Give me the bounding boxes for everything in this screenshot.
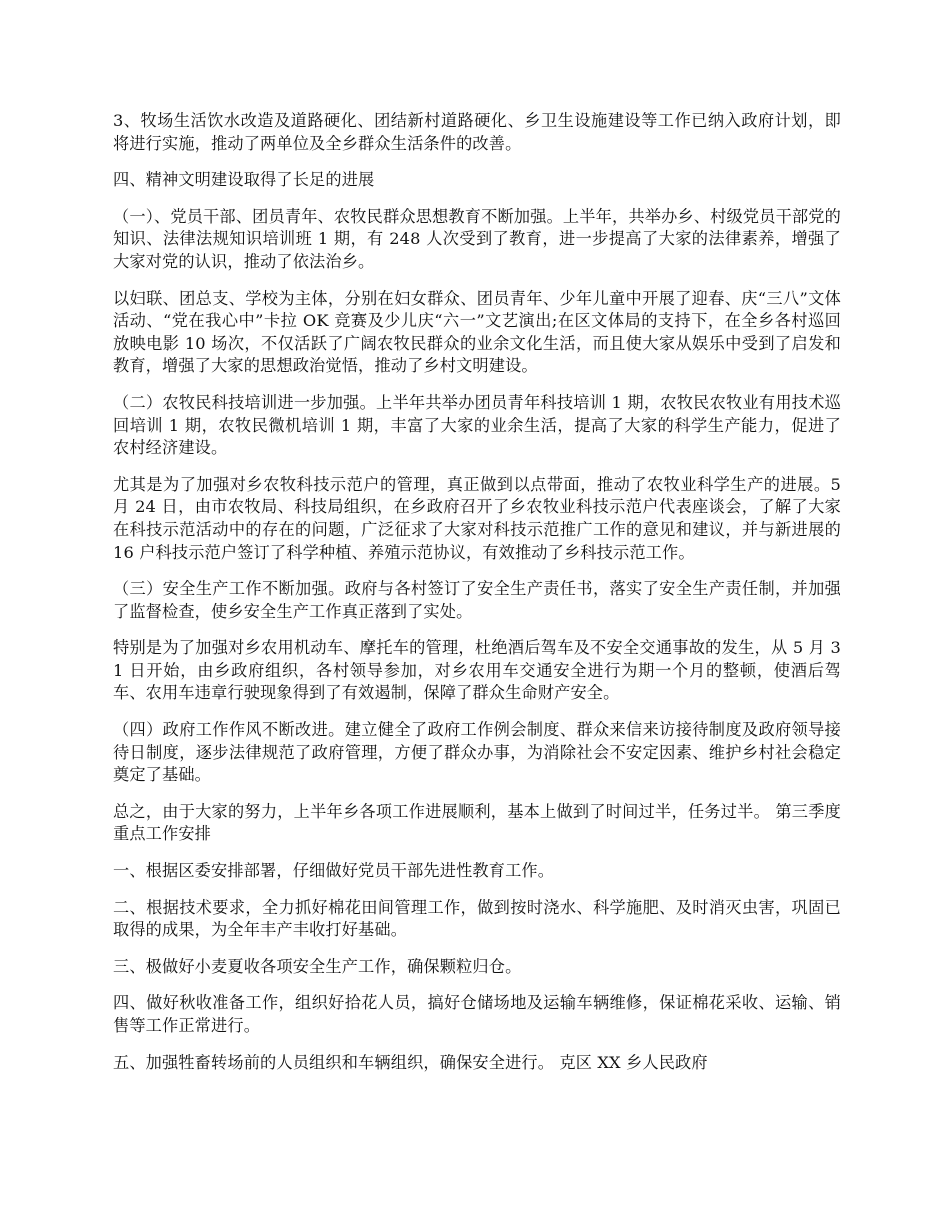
paragraph-traffic-safety: 特别是为了加强对乡农用机动车、摩托车的管理，杜绝酒后驾车及不安全交通事故的发生，从 5 月 31 日开始，由乡政府组织，各村领导参加，对乡农用车交通安全进行为期一个月的整顿，使酒后驾车、农用车违章行驶现象得到了有效遏制，保障了群众生命财产安全。 [113, 638, 841, 703]
paragraph-water-road-projects: 3、牧场生活饮水改造及道路硬化、团结新村道路硬化、乡卫生设施建设等工作已纳入政府计划，即将进行实施，推动了两单位及全乡群众生活条件的改善。 [113, 111, 841, 153]
list-item-autumn-harvest: 四、做好秋收准备工作，组织好拾花人员，搞好仓储场地及运输车辆维修，保证棉花采收、运输、销售等工作正常进行。 [113, 993, 841, 1035]
list-item-wheat-harvest: 三、极做好小麦夏收各项安全生产工作，确保颗粒归仓。 [113, 956, 522, 976]
paragraph-tech-training: （二）农牧民科技培训进一步加强。上半年共举办团员青年科技培训 1 期，农牧民农牧业有用技术巡回培训 1 期，农牧民微机培训 1 期，丰富了大家的业余生活，提高了大家的科学生产能力，促进了农村经济建设。 [113, 392, 841, 458]
paragraph-ideological-education: （一）、党员干部、团员青年、农牧民群众思想教育不断加强。上半年，共举办乡、村级党员干部党的知识、法律法规知识培训班 1 期，有 248 人次受到了教育，进一步提高了大家的法律素养，增强了大家对党的认识，推动了依法治乡。 [113, 206, 841, 271]
list-item-party-education: 一、根据区委安排部署，仔细做好党员干部先进性教育工作。 [113, 861, 555, 881]
paragraph-summary: 总之，由于大家的努力，上半年乡各项工作进展顺利，基本上做到了时间过半，任务过半。 第三季度重点工作安排 [113, 801, 841, 844]
list-item-livestock-transfer: 五、加强牲畜转场前的人员组织和车辆组织，确保安全进行。 克区 XX 乡人民政府 [113, 1052, 708, 1072]
paragraph-government-style: （四）政府工作作风不断改进。建立健全了政府工作例会制度、群众来信来访接待制度及政府领导接待日制度，逐步法律规范了政府管理，方便了群众办事，为消除社会不安定因素、维护乡村社会稳定奠定了基础。 [113, 720, 841, 785]
paragraph-cultural-activities: 以妇联、团总支、学校为主体，分别在妇女群众、团员青年、少年儿童中开展了迎春、庆“三八”文体活动、“党在我心中”卡拉 OK 竞赛及少儿庆“六一”文艺演出;在区文体局的支持下，在全乡各村巡回放映电影 10 场次，不仅活跃了广阔农牧民群众的业余文化生活，而且使大家从娱乐中受到了启发和教育，增强了大家的思想政治觉悟，推动了乡村文明建设。 [113, 288, 841, 376]
list-item-cotton-management: 二、根据技术要求，全力抓好棉花田间管理工作，做到按时浇水、科学施肥、及时消灭虫害，巩固已取得的成果，为全年丰产丰收打好基础。 [113, 897, 841, 940]
heading-spiritual-civilization: 四、精神文明建设取得了长足的进展 [113, 170, 375, 190]
document-body [113, 110, 841, 1088]
paragraph-demo-households: 尤其是为了加强对乡农牧科技示范户的管理，真正做到以点带面，推动了农牧业科学生产的进展。5 月 24 日，由市农牧局、科技局组织，在乡政府召开了乡农牧业科技示范户代表座谈会，了解了大家在科技示范活动中的存在的问题，广泛征求了大家对科技示范推广工作的意见和建议，并与新进展的 16 户科技示范户签订了科学种植、养殖示范协议，有效推动了乡科技示范工作。 [113, 474, 841, 562]
paragraph-safety-production: （三）安全生产工作不断加强。政府与各村签订了安全生产责任书，落实了安全生产责任制，并加强了监督检查，使乡安全生产工作真正落到了实处。 [113, 579, 841, 621]
